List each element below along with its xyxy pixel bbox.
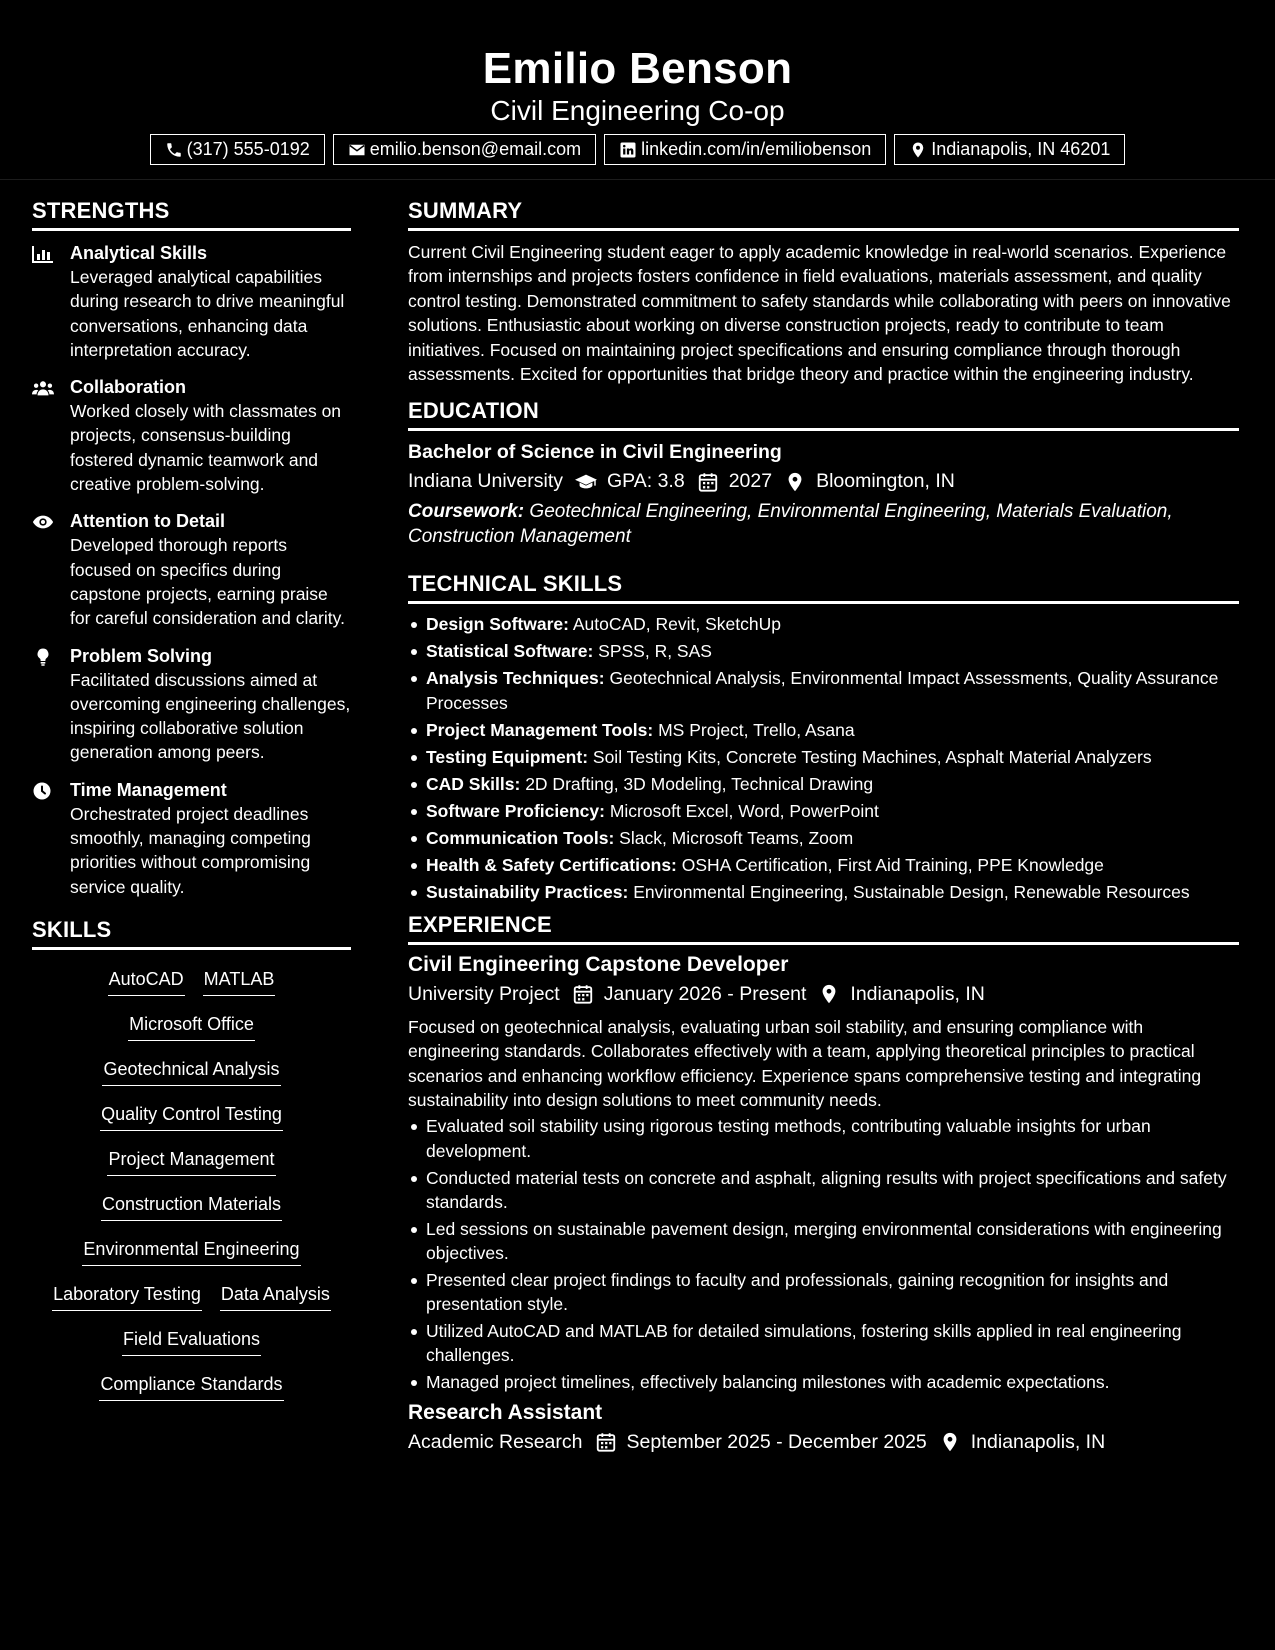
contact-bar <box>0 134 1275 165</box>
list-item <box>408 772 1239 796</box>
graduation-cap-icon <box>575 471 597 493</box>
summary-section <box>408 198 1239 386</box>
linkedin-icon <box>619 141 637 159</box>
skill-label: Software Proficiency: <box>426 800 605 821</box>
experience-title: EXPERIENCE <box>408 912 1239 945</box>
strength-desc: Facilitated discussions aimed at overcoming engineering challenges, inspiring collaborative solution generation among peers. <box>70 669 351 763</box>
skill-label: Analysis Techniques: <box>426 668 605 689</box>
job-meta <box>408 1431 1239 1454</box>
job-location: Indianapolis, IN <box>850 982 985 1005</box>
list-item: Managed project timelines, effectively balancing milestones with academic expectations. <box>408 1370 1239 1394</box>
map-pin-icon <box>939 1431 961 1453</box>
skill-label: Statistical Software: <box>426 641 594 662</box>
skill-tag: Quality Control Testing <box>100 1101 283 1131</box>
strength-desc: Developed thorough reports focused on specifics during capstone projects, earning praise for careful consideration and clarity. <box>70 535 345 629</box>
skill-tag: MATLAB <box>203 966 276 996</box>
skills-row <box>32 1146 351 1176</box>
list-item <box>408 880 1239 904</box>
skills-row <box>32 1056 351 1086</box>
job-meta <box>408 983 1239 1006</box>
education-section <box>408 398 1239 549</box>
job-title: Research Assistant <box>408 1400 603 1424</box>
skill-label: CAD Skills: <box>426 773 521 794</box>
list-item <box>408 718 1239 742</box>
list-item <box>408 826 1239 850</box>
list-item <box>408 666 1239 714</box>
contact-location-text: Indianapolis, IN 46201 <box>931 139 1111 159</box>
skill-label: Testing Equipment: <box>426 746 589 767</box>
skills-row <box>32 1191 351 1221</box>
contact-location[interactable] <box>894 134 1125 165</box>
technical-skills-list <box>408 612 1239 903</box>
job-entry <box>408 953 1239 1395</box>
strength-desc: Worked closely with classmates on projects, consensus-building fostered dynamic teamwork and creative problem-solving. <box>70 401 342 495</box>
strength-desc: Orchestrated project deadlines smoothly, managing competing priorities without compromising service quality. <box>70 803 311 897</box>
skill-tag: AutoCAD <box>108 966 185 996</box>
skills-row <box>32 1326 351 1356</box>
strength-item <box>32 241 351 362</box>
candidate-name: Emilio Benson <box>482 44 793 93</box>
contact-email[interactable] <box>333 134 596 165</box>
strength-title: Problem Solving <box>70 645 213 666</box>
school-name: Indiana University <box>408 470 563 493</box>
calendar-icon <box>595 1431 617 1453</box>
skills-cloud <box>32 966 351 1401</box>
skills-section <box>32 917 351 1401</box>
education-meta <box>408 470 1239 493</box>
skill-value: Environmental Engineering, Sustainable Design, Renewable Resources <box>633 881 1190 902</box>
strengths-title: STRENGTHS <box>32 198 351 231</box>
skill-tag: Field Evaluations <box>122 1326 261 1356</box>
phone-icon <box>165 141 183 159</box>
skill-value: AutoCAD, Revit, SketchUp <box>572 614 781 635</box>
coursework-label: Coursework: <box>408 501 525 523</box>
gpa-text: GPA: 3.8 <box>607 470 685 493</box>
strength-title: Analytical Skills <box>70 243 208 263</box>
strength-title: Attention to Detail <box>70 511 225 532</box>
list-item: Conducted material tests on concrete and asphalt, aligning results with project specifications and safety standards. <box>408 1166 1239 1214</box>
skills-row <box>32 1281 351 1311</box>
skills-row <box>32 1011 351 1041</box>
strength-item <box>32 509 351 630</box>
job-bullets <box>408 1114 1239 1394</box>
right-column <box>408 198 1239 1454</box>
skill-value: Microsoft Excel, Word, PowerPoint <box>609 800 879 821</box>
skill-tag: Geotechnical Analysis <box>102 1056 280 1086</box>
left-column <box>32 198 351 1401</box>
map-pin-icon <box>818 983 840 1005</box>
education-title: EDUCATION <box>408 398 1239 431</box>
contact-phone[interactable] <box>150 134 325 165</box>
strengths-list <box>32 241 351 899</box>
skill-label: Health & Safety Certifications: <box>426 854 677 875</box>
coursework-list: Geotechnical Engineering, Environmental Engineering, Materials Evaluation, Construction Management <box>408 501 1173 547</box>
contact-linkedin-text: linkedin.com/in/emiliobenson <box>641 139 872 159</box>
degree-title: Bachelor of Science in Civil Engineering <box>408 441 782 464</box>
contact-linkedin[interactable] <box>604 134 886 165</box>
job-org: Academic Research <box>408 1430 583 1453</box>
list-item: Utilized AutoCAD and MATLAB for detailed simulations, fostering skills applied in real engineering challenges. <box>408 1319 1239 1367</box>
strength-item <box>32 778 351 899</box>
skill-tag: Project Management <box>107 1146 275 1176</box>
list-item <box>408 639 1239 663</box>
skill-label: Project Management Tools: <box>426 719 654 740</box>
skills-row <box>32 966 351 996</box>
strength-item <box>32 644 351 765</box>
summary-title: SUMMARY <box>408 198 1239 231</box>
lightbulb-icon <box>32 644 70 765</box>
candidate-role: Civil Engineering Co-op <box>490 95 785 126</box>
job-location: Indianapolis, IN <box>970 1430 1106 1453</box>
graduation-year: 2027 <box>728 470 773 493</box>
calendar-icon <box>697 471 719 493</box>
skill-label: Communication Tools: <box>426 827 615 848</box>
skill-value: Slack, Microsoft Teams, Zoom <box>619 827 854 848</box>
map-pin-icon <box>784 471 806 493</box>
clock-icon <box>32 778 70 899</box>
skill-label: Sustainability Practices: <box>426 881 629 902</box>
job-dates: January 2026 - Present <box>603 982 807 1005</box>
strength-title: Time Management <box>70 779 227 800</box>
technical-skills-title: TECHNICAL SKILLS <box>408 571 1239 604</box>
map-pin-icon <box>909 141 927 159</box>
skills-row <box>32 1371 351 1401</box>
strength-item <box>32 375 351 496</box>
list-item: Evaluated soil stability using rigorous testing methods, contributing valuable insights for urban development. <box>408 1114 1239 1162</box>
people-icon <box>32 375 70 496</box>
job-title: Civil Engineering Capstone Developer <box>408 952 789 976</box>
eye-icon <box>32 509 70 630</box>
school-location: Bloomington, IN <box>816 470 955 493</box>
list-item <box>408 799 1239 823</box>
envelope-icon <box>348 141 366 159</box>
skills-title: SKILLS <box>32 917 351 950</box>
skill-value: 2D Drafting, 3D Modeling, Technical Drawing <box>525 773 874 794</box>
skill-tag: Laboratory Testing <box>52 1281 202 1311</box>
skills-row <box>32 1236 351 1266</box>
contact-email-text: emilio.benson@email.com <box>369 139 582 159</box>
skill-tag: Environmental Engineering <box>82 1236 300 1266</box>
skill-value: SPSS, R, SAS <box>598 641 712 662</box>
skills-row <box>32 1101 351 1131</box>
list-item: Presented clear project findings to faculty and professionals, gaining recognition for insights and presentation style. <box>408 1268 1239 1316</box>
list-item <box>408 745 1239 769</box>
skill-tag: Construction Materials <box>101 1191 282 1221</box>
job-dates: September 2025 - December 2025 <box>626 1430 927 1453</box>
skill-value: Geotechnical Analysis, Environmental Impact Assessments, Quality Assurance Processes <box>426 668 1219 713</box>
skill-tag: Data Analysis <box>220 1281 331 1311</box>
coursework <box>408 500 1239 549</box>
resume-header <box>0 0 1275 180</box>
calendar-icon <box>572 983 594 1005</box>
experience-section <box>408 912 1239 1454</box>
job-description: Focused on geotechnical analysis, evaluating urban soil stability, and ensuring compliance with engineering standards. Collaborates effectively with a team, applying theoretical principles to practical scenarios and enhancing workflow efficiency. Experience spans comprehensive testing and integrating sustainability into design solutions to meet community needs. <box>408 1016 1202 1111</box>
skill-tag: Microsoft Office <box>128 1011 255 1041</box>
list-item <box>408 853 1239 877</box>
job-org: University Project <box>408 982 560 1005</box>
summary-text: Current Civil Engineering student eager to apply academic knowledge in real-world scenarios. Experience from internships and projects fosters confidence in field evaluations, materials assessment, and quality control testing. Demonstrated commitment to safety standards while collaborating with peers on innovative solutions. Enthusiastic about working on diverse construction projects, ready to contribute to team initiatives. Focused on maintaining project specifications and ensuring compliance through thorough assessments. Excited for opportunities that bridge theory and practice within the engineering industry. <box>408 242 1231 385</box>
contact-phone-text: (317) 555-0192 <box>186 139 310 159</box>
skill-value: Soil Testing Kits, Concrete Testing Machines, Asphalt Material Analyzers <box>592 746 1152 767</box>
list-item <box>408 612 1239 636</box>
skill-tag: Compliance Standards <box>99 1371 283 1401</box>
skill-value: MS Project, Trello, Asana <box>658 719 855 740</box>
technical-skills-section <box>408 571 1239 903</box>
chart-icon <box>32 241 70 362</box>
list-item: Led sessions on sustainable pavement design, merging environmental considerations with engineering objectives. <box>408 1217 1239 1265</box>
skill-label: Design Software: <box>426 614 569 635</box>
job-entry <box>408 1401 1239 1454</box>
strength-title: Collaboration <box>70 377 186 398</box>
strength-desc: Leveraged analytical capabilities during research to drive meaningful conversations, enhancing data interpretation accuracy. <box>70 267 345 360</box>
skill-value: OSHA Certification, First Aid Training, PPE Knowledge <box>681 854 1104 875</box>
